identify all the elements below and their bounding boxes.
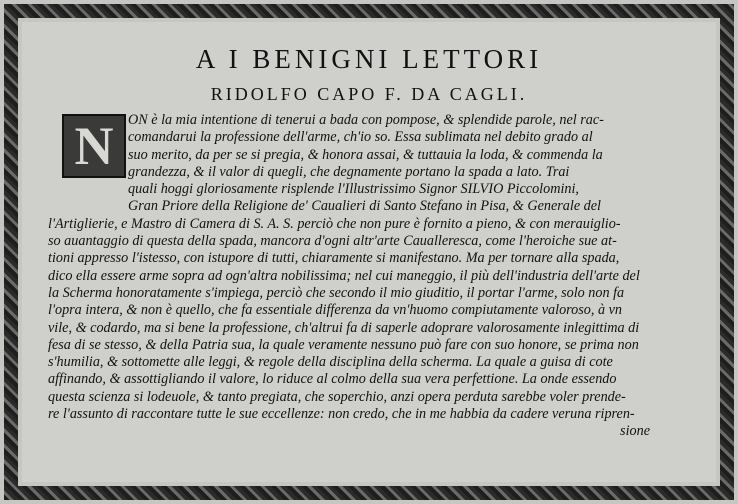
author-line: RIDOLFO CAPO F. DA CAGLI. [210, 84, 528, 104]
text-line: tioni appresso l'istesso, con istupore di tutti, chiaramente si manifestano. Ma per tornare alla spada, [48, 250, 620, 267]
page-title: A I BENIGNI LETTORI [195, 44, 543, 74]
text-line: affinando, & assottigliando il valore, lo riduce al colmo della sua vera perfettione. La onde essendo [48, 371, 617, 388]
text-line: questa scienza si lodeuole, & tanto pregiata, che soperchio, anzi opera perduta sarebbe voler prende- [48, 388, 626, 405]
body-text [48, 112, 698, 441]
text-line: s'humilia, & sottomette alle leggi, & regole della disciplina della scherma. La quale a guisa di cote [48, 354, 613, 371]
text-line: so auantaggio di questa della spada, mancora d'ogni altr'arte Caualleresca, come l'heroiche sue at- [48, 233, 617, 250]
text-line: la Scherma honoratamente s'impiega, perciò che secondo il mio giuditio, il portar l'arme, solo non fa [48, 284, 625, 301]
text-line: l'Artiglierie, e Mastro di Camera di S. A. S. perciò che non pure è fornito a pieno, & con merauiglio- [48, 215, 621, 232]
text-line: comandarui la professione dell'arme, ch'io so. Essa sublimata nel debito grado al [128, 129, 593, 146]
text-line: grandezza, & il valor di quegli, che degnamente portano la spada a lato. Trai [128, 163, 570, 180]
text-line: fesa di se stesso, & della Patria sua, la quale veramente nessuno può fare con suo honore, se prima non [48, 336, 639, 353]
text-panel [22, 22, 716, 482]
text-line: dico ella essere arme sopra ad ogn'altra nobilissima; nel cui maneggio, il più dell'industria dell'arte del [48, 267, 640, 284]
text-line: re l'assunto di raccontare tutte le sue eccellenze: non credo, che in me habbia da cadere veruna ripren- [48, 406, 635, 423]
initial-letter: N [74, 116, 114, 176]
text-line: vile, & codardo, ma si bene la professione, ch'altrui fa di saperle adoprare valorosamente inlegittima di [48, 319, 640, 336]
text-line: l'opra intera, & non è quello, che fa essentiale differenza da vn'huomo compiutamente valoroso, à vn [48, 302, 622, 319]
text-line: ON è la mia intentione di tenerui a bada con pompose, & splendide parole, nel rac- [128, 112, 604, 128]
text-line: quali hoggi gloriosamente risplende l'Illustrissimo Signor SILVIO Piccolomini, [128, 181, 579, 198]
text-line: sione [620, 423, 650, 440]
text-line: suo merito, da per se si pregia, & honora assai, & tuttauia la loda, & commenda la [128, 146, 603, 163]
text-line: Gran Priore della Religione de' Caualieri di Santo Stefano in Pisa, & Generale del [128, 198, 601, 215]
